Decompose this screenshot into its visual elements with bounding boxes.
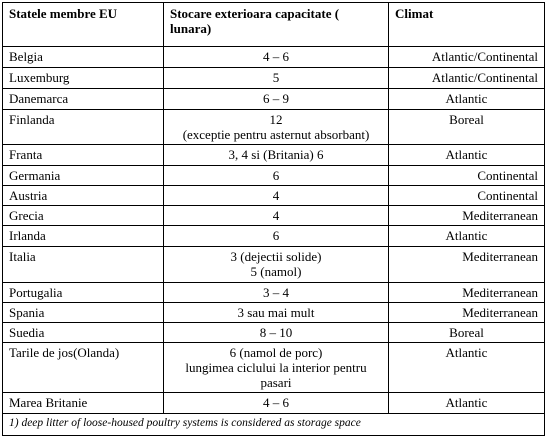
climate-cell: Boreal	[389, 323, 545, 343]
storage-cell: 3 – 4	[164, 283, 389, 303]
table-row	[3, 110, 545, 145]
storage-cell: 6 (namol de porc) lungimea ciclului la interior pentru pasari	[164, 343, 389, 393]
storage-cell: 4 – 6	[164, 47, 389, 68]
country-cell: Germania	[3, 166, 164, 186]
climate-cell: Mediterranean	[389, 303, 545, 323]
climate-cell: Mediterranean	[389, 283, 545, 303]
header-country: Statele membre EU	[3, 3, 164, 47]
storage-cell: 6	[164, 226, 389, 247]
table-row	[3, 283, 545, 303]
storage-cell: 6 – 9	[164, 89, 389, 110]
table-row	[3, 393, 545, 414]
storage-cell: 3, 4 si (Britania) 6	[164, 145, 389, 166]
country-cell: Austria	[3, 186, 164, 206]
climate-cell: Atlantic/Continental	[389, 47, 545, 68]
climate-cell: Atlantic/Continental	[389, 68, 545, 89]
storage-cell: 6	[164, 166, 389, 186]
country-cell: Luxemburg	[3, 68, 164, 89]
country-cell: Franta	[3, 145, 164, 166]
country-cell: Spania	[3, 303, 164, 323]
country-cell: Irlanda	[3, 226, 164, 247]
header-storage: Stocare exterioara capacitate ( lunara)	[164, 3, 389, 47]
storage-cell: 4	[164, 186, 389, 206]
country-cell: Portugalia	[3, 283, 164, 303]
header-row	[3, 3, 545, 47]
storage-cell: 3 sau mai mult	[164, 303, 389, 323]
storage-cell: 4 – 6	[164, 393, 389, 414]
climate-cell: Continental	[389, 166, 545, 186]
storage-cell: 12 (exceptie pentru asternut absorbant)	[164, 110, 389, 145]
storage-cell: 5	[164, 68, 389, 89]
storage-cell: 8 – 10	[164, 323, 389, 343]
table-row	[3, 145, 545, 166]
climate-cell: Atlantic	[389, 226, 545, 247]
table-row	[3, 68, 545, 89]
climate-cell: Continental	[389, 186, 545, 206]
table-row	[3, 323, 545, 343]
table-row	[3, 343, 545, 393]
table-row	[3, 206, 545, 226]
table-row	[3, 303, 545, 323]
climate-cell: Atlantic	[389, 393, 545, 414]
climate-cell: Mediterranean	[389, 206, 545, 226]
country-cell: Grecia	[3, 206, 164, 226]
climate-cell: Atlantic	[389, 89, 545, 110]
climate-cell: Mediterranean	[389, 247, 545, 283]
climate-cell: Boreal	[389, 110, 545, 145]
country-cell: Tarile de jos(Olanda)	[3, 343, 164, 393]
storage-cell: 4	[164, 206, 389, 226]
country-cell: Belgia	[3, 47, 164, 68]
table-row	[3, 47, 545, 68]
country-cell: Danemarca	[3, 89, 164, 110]
country-cell: Italia	[3, 247, 164, 283]
country-cell: Marea Britanie	[3, 393, 164, 414]
footnote-row	[3, 414, 545, 436]
climate-cell: Atlantic	[389, 343, 545, 393]
storage-cell: 3 (dejectii solide) 5 (namol)	[164, 247, 389, 283]
climate-cell: Atlantic	[389, 145, 545, 166]
table-row	[3, 89, 545, 110]
storage-capacity-table	[2, 2, 545, 436]
header-climate: Climat	[389, 3, 545, 47]
table-row	[3, 226, 545, 247]
country-cell: Suedia	[3, 323, 164, 343]
country-cell: Finlanda	[3, 110, 164, 145]
table-row	[3, 247, 545, 283]
table-row	[3, 166, 545, 186]
footnote: 1) deep litter of loose-housed poultry systems is considered as storage space	[3, 414, 545, 436]
table-row	[3, 186, 545, 206]
